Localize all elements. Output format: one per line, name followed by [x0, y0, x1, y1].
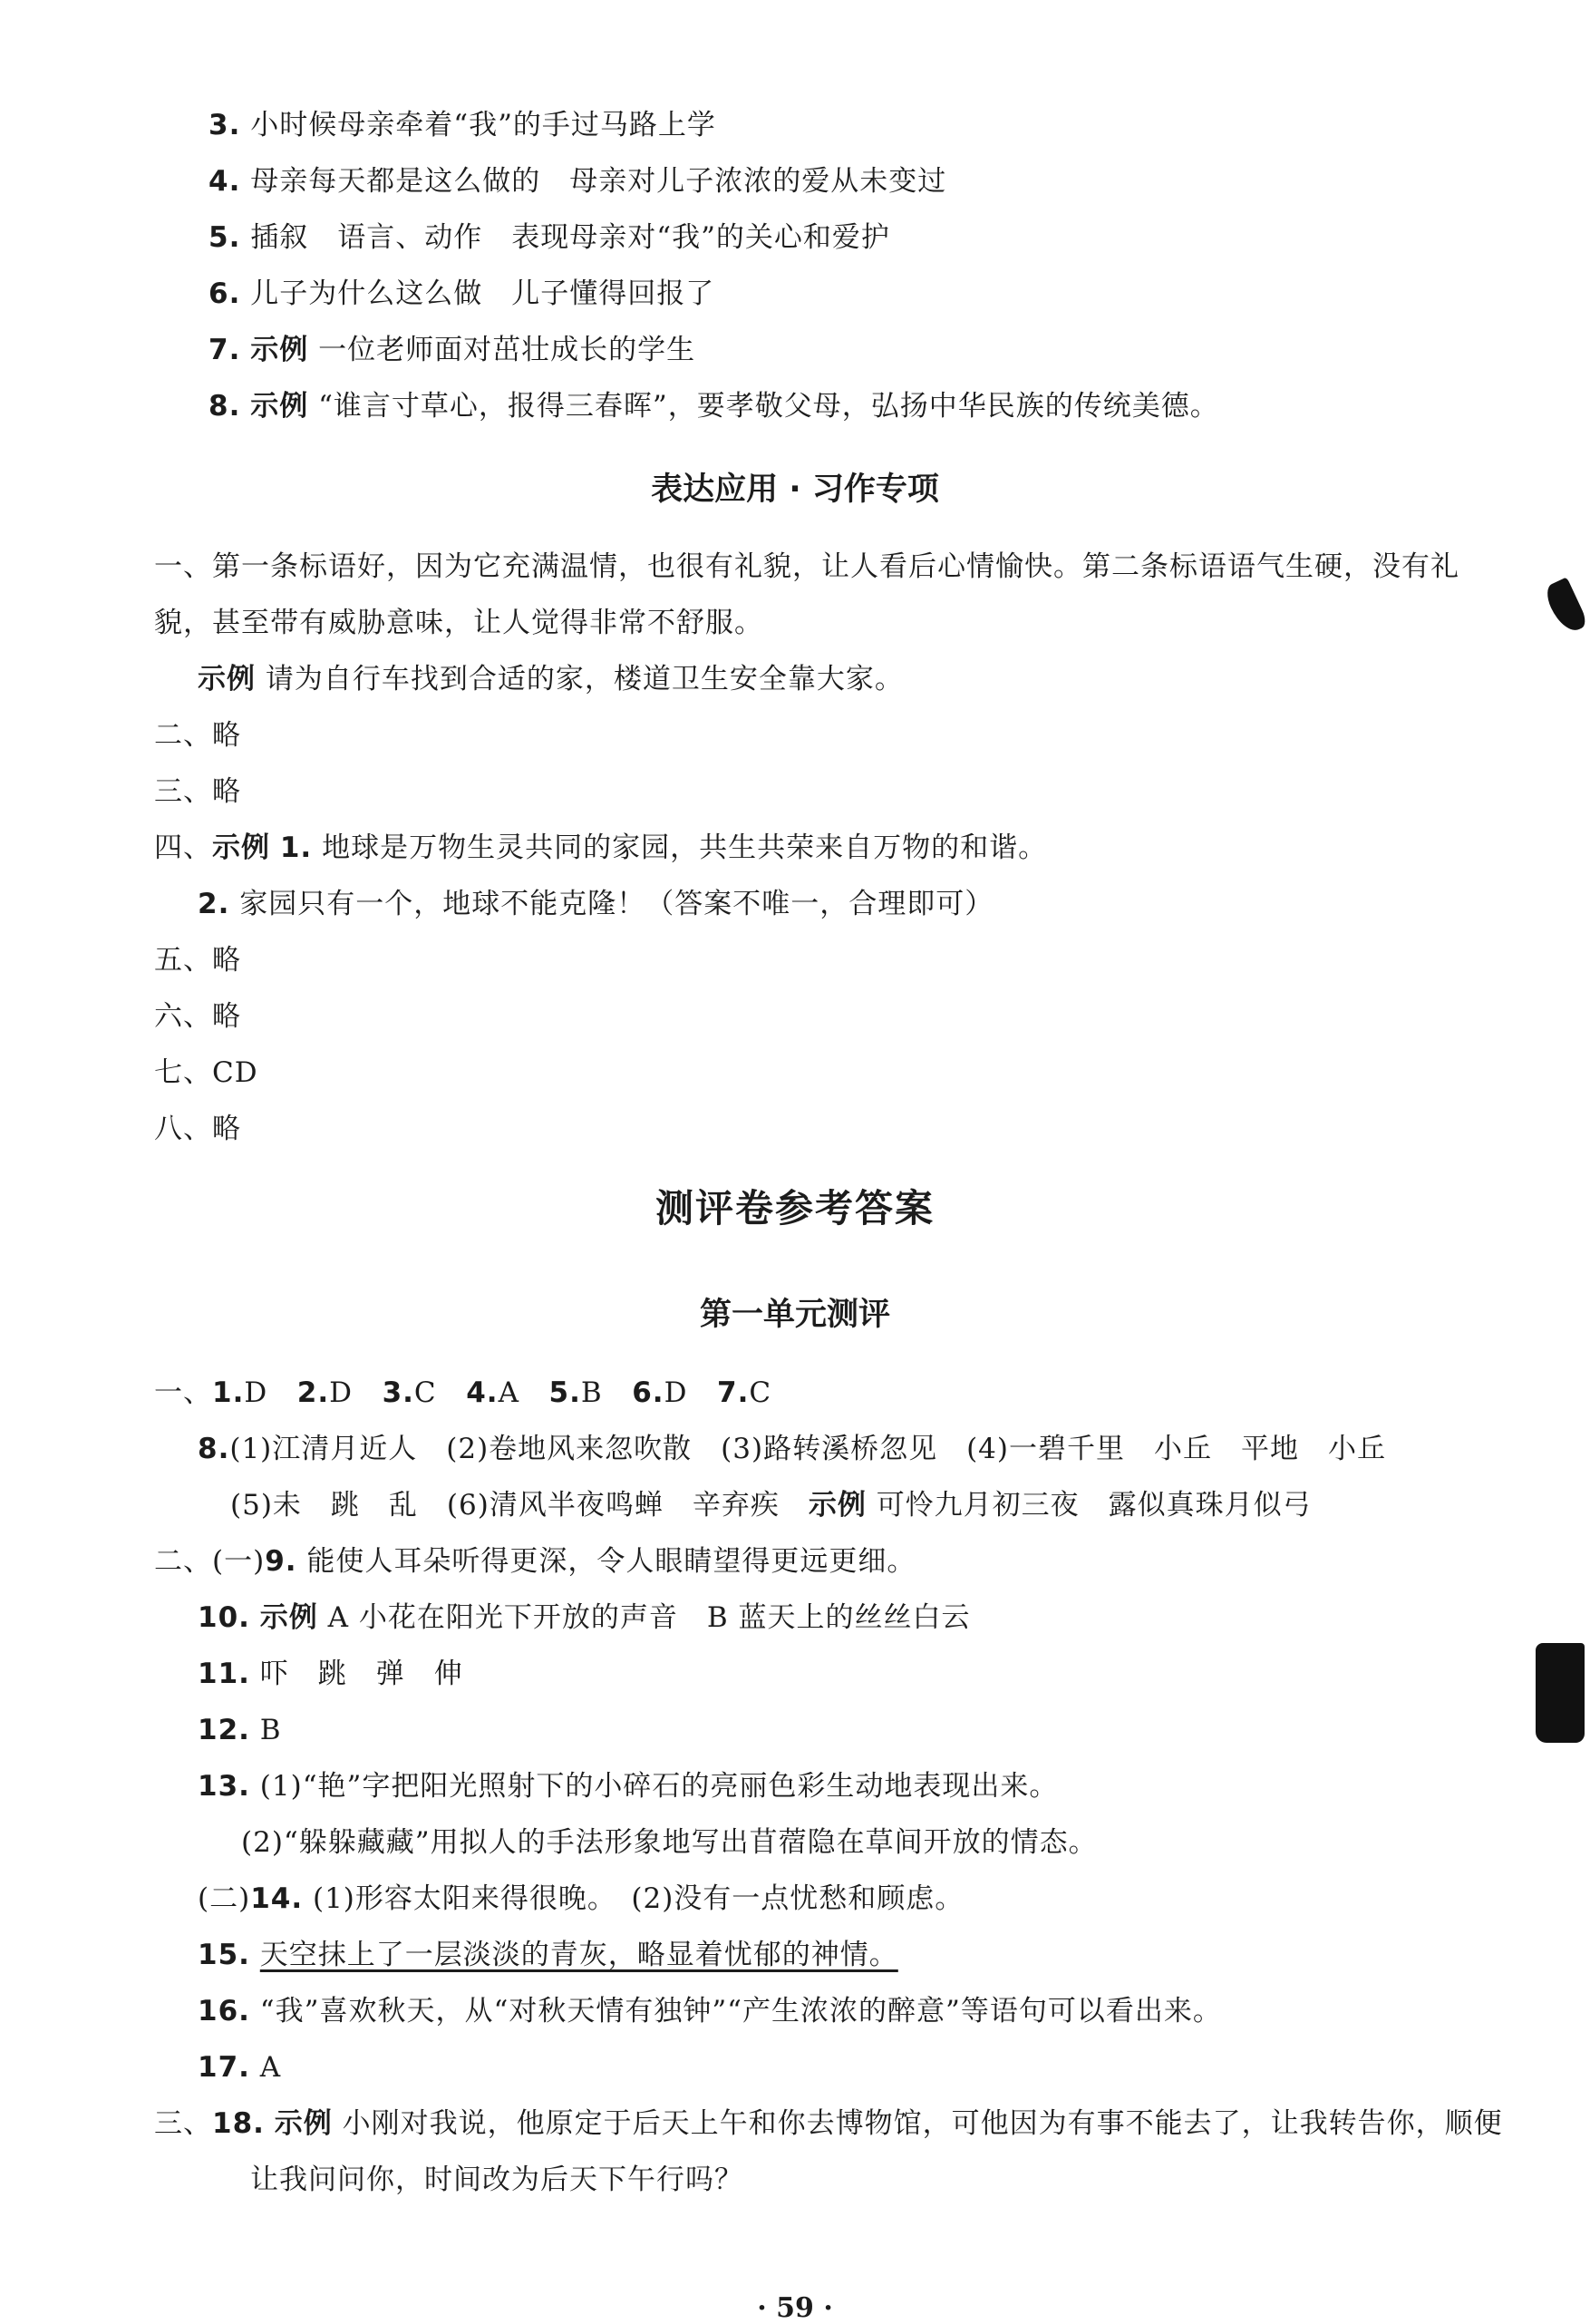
answer-item-3: 3. 小时候母亲牵着“我”的手过马路上学: [208, 109, 716, 141]
answer-item-6: 6. 儿子为什么这么做 儿子懂得回报了: [208, 277, 715, 310]
answer-q2: 二、略: [154, 719, 241, 752]
page-number: · 59 ·: [757, 2292, 833, 2324]
answer-q3: 三、略: [154, 775, 241, 808]
answer-q1-line1: 一、第一条标语好，因为它充满温情，也很有礼貌，让人看后心情愉快。第二条标语语气生硬，没有礼: [154, 550, 1459, 583]
section-title-writing: 表达应用 · 习作专项: [651, 472, 939, 508]
answer-t9: 二、(一)9. 能使人耳朵听得更深，令人眼睛望得更远更细。: [154, 1545, 916, 1578]
scan-ink-mark: [1536, 1643, 1585, 1743]
answer-t15: 15. 天空抹上了一层淡淡的青灰，略显着忧郁的神情。: [198, 1939, 898, 1971]
answer-t17: 17. A: [198, 2051, 282, 2084]
answer-q7: 七、CD: [154, 1056, 258, 1089]
answer-t14: (二)14. (1)形容太阳来得很晚。 (2)没有一点忧愁和顾虑。: [198, 1882, 965, 1915]
answer-t11: 11. 吓 跳 弹 伸: [198, 1658, 463, 1690]
answer-t10: 10. 示例 A 小花在阳光下开放的声音 B 蓝天上的丝丝白云: [198, 1601, 971, 1634]
answer-t18-line2: 让我问问你，时间改为后天下午行吗？: [250, 2164, 743, 2196]
answer-q1-example: 示例 请为自行车找到合适的家，楼道卫生安全靠大家。: [198, 663, 904, 695]
answer-t18-line1: 三、18. 示例 小刚对我说，他原定于后天上午和你去博物馆，可他因为有事不能去了，让我转告你，顺便: [154, 2107, 1503, 2140]
answer-q4-line1: 四、示例 1. 地球是万物生灵共同的家园，共生共荣来自万物的和谐。: [154, 831, 1048, 864]
answer-q8: 八、略: [154, 1113, 241, 1145]
section-title-test-answers: 测评卷参考答案: [654, 1186, 935, 1230]
answer-q6: 六、略: [154, 1000, 241, 1033]
answer-q5: 五、略: [154, 944, 241, 977]
answer-item-5: 5. 插叙 语言、动作 表现母亲对“我”的关心和爱护: [208, 221, 890, 254]
answer-q1-line2: 貌，甚至带有威胁意味，让人觉得非常不舒服。: [154, 607, 763, 639]
answer-t8-line1: 8.(1)江清月近人 (2)卷地风来忽吹散 (3)路转溪桥忽见 (4)一碧千里 小丘 平地 小丘: [198, 1433, 1387, 1465]
answer-q4-line2: 2. 家园只有一个，地球不能克隆！（答案不唯一，合理即可）: [198, 888, 994, 920]
answer-item-7: 7. 示例 一位老师面对茁壮成长的学生: [208, 334, 696, 366]
answer-t13-line1: 13. (1)“艳”字把阳光照射下的小碎石的亮丽色彩生动地表现出来。: [198, 1770, 1059, 1803]
answer-row-1-7: 一、1.D 2.D 3.C 4.A 5.B 6.D 7.C: [154, 1376, 772, 1409]
scan-ink-mark: [1542, 577, 1589, 636]
answer-item-8: 8. 示例 “谁言寸草心，报得三春晖”，要孝敬父母，弘扬中华民族的传统美德。: [208, 390, 1219, 423]
answer-t8-line2: (5)未 跳 乱 (6)清风半夜鸣蝉 辛弃疾 示例 可怜九月初三夜 露似真珠月似弓: [230, 1489, 1312, 1522]
answer-t13-line2: (2)“躲躲藏藏”用拟人的手法形象地写出苜蓿隐在草间开放的情态。: [241, 1826, 1098, 1859]
answer-t12: 12. B: [198, 1714, 282, 1746]
unit-title: 第一单元测评: [699, 1297, 890, 1333]
answer-t16: 16. “我”喜欢秋天，从“对秋天情有独钟”“产生浓浓的醉意”等语句可以看出来。: [198, 1995, 1222, 2027]
answer-item-4: 4. 母亲每天都是这么做的 母亲对儿子浓浓的爱从未变过: [208, 165, 947, 198]
